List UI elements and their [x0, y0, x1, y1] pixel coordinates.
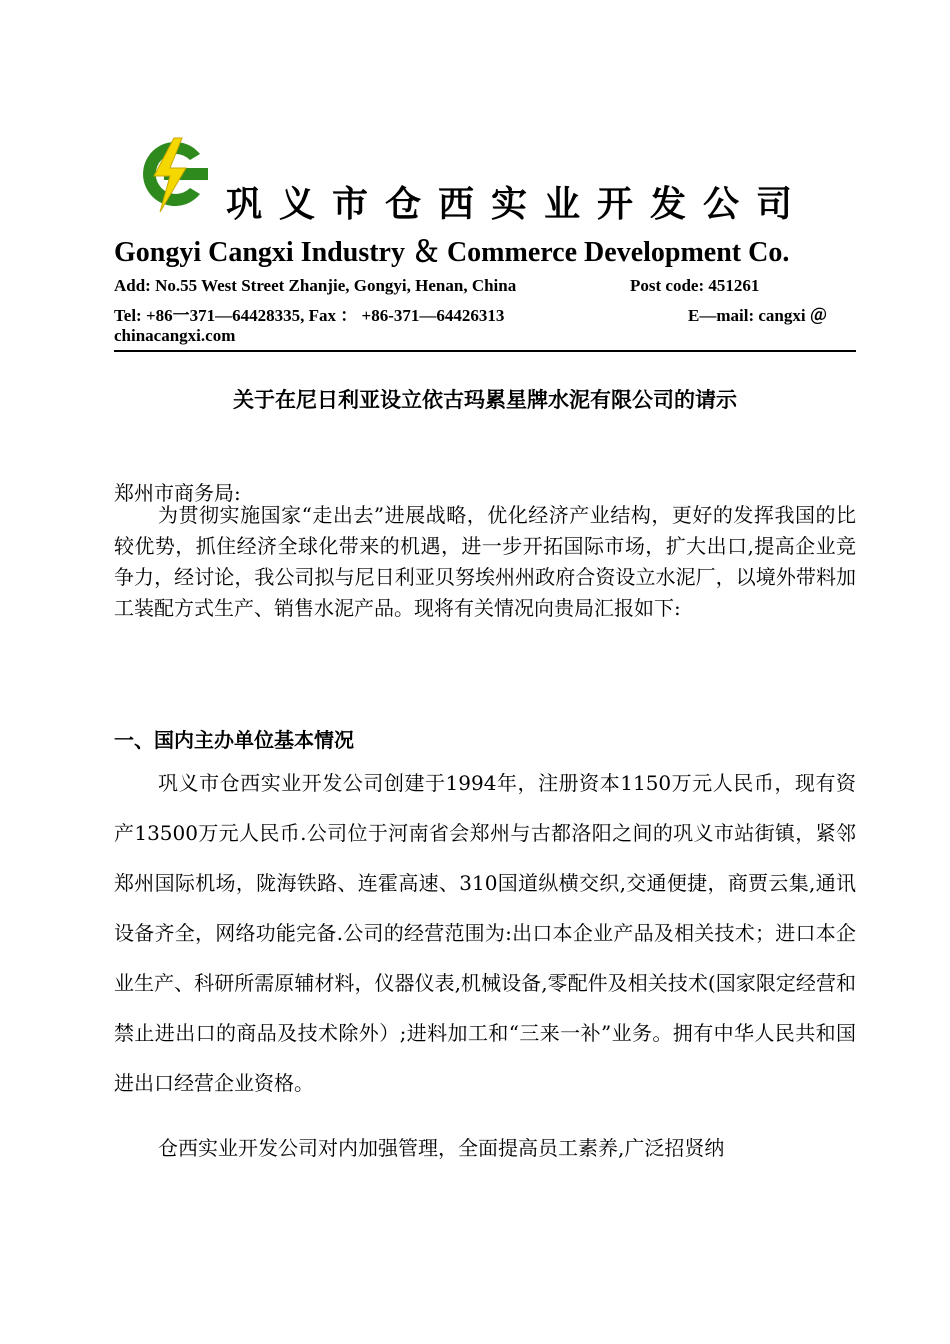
greeting: 郑州市商务局: [114, 481, 241, 505]
company-postcode: Post code: 451261 [630, 276, 760, 295]
section-paragraph-1: 巩义市仓西实业开发公司创建于1994年，注册资本1150万元人民币，现有资产13500万元人民币.公司位于河南省会郑州与古都洛阳之间的巩义市站街镇，紧邻郑州国际机场，陇海铁路、连霍高速、310国道纵横交织,交通便捷，商贾云集,通讯设备齐全，网络功能完备.公司的经营范围为:出口本企业产品及相关技术；进口本企业生产、科研所需原辅材料，仪器仪表,机械设备,零配件及相关技术(国家限定经营和禁止进出口的商品及技术除外）;进料加工和“三来一补”业务。拥有中华人民共和国进出口经营企业资格。 [114, 771, 856, 1095]
letterhead-divider [114, 350, 856, 352]
company-address: Add: No.55 West Street Zhanjie, Gongyi, Henan, China [114, 276, 517, 295]
company-tel-fax: Tel: +86一371—64428335, Fax ： +86-371—64426313 [114, 306, 505, 325]
company-email-domain: chinacangxi.com [114, 326, 236, 345]
company-name-chinese: 巩义市仓西实业开发公司 [226, 184, 810, 225]
company-logo-icon [124, 134, 216, 214]
document-title: 关于在尼日利亚设立依古玛累星牌水泥有限公司的请示 [233, 388, 737, 412]
company-email-label: E—mail: cangxi ＠ [688, 306, 827, 325]
section-heading: 一、国内主办单位基本情况 [114, 728, 354, 752]
intro-paragraph: 为贯彻实施国家“走出去”进展战略，优化经济产业结构，更好的发挥我国的比较优势，抓住经济全球化带来的机遇，进一步开拓国际市场，扩大出口,提高企业竞争力，经讨论，我公司拟与尼日利亚贝努埃州州政府合资设立水泥厂，以境外带料加工装配方式生产、销售水泥产品。现将有关情况向贵局汇报如下: [114, 503, 856, 620]
section-paragraph-2: 仓西实业开发公司对内加强管理，全面提高员工素养,广泛招贤纳 [158, 1136, 725, 1160]
company-name-english: Gongyi Cangxi Industry ＆ Commerce Development Co. [114, 237, 790, 268]
